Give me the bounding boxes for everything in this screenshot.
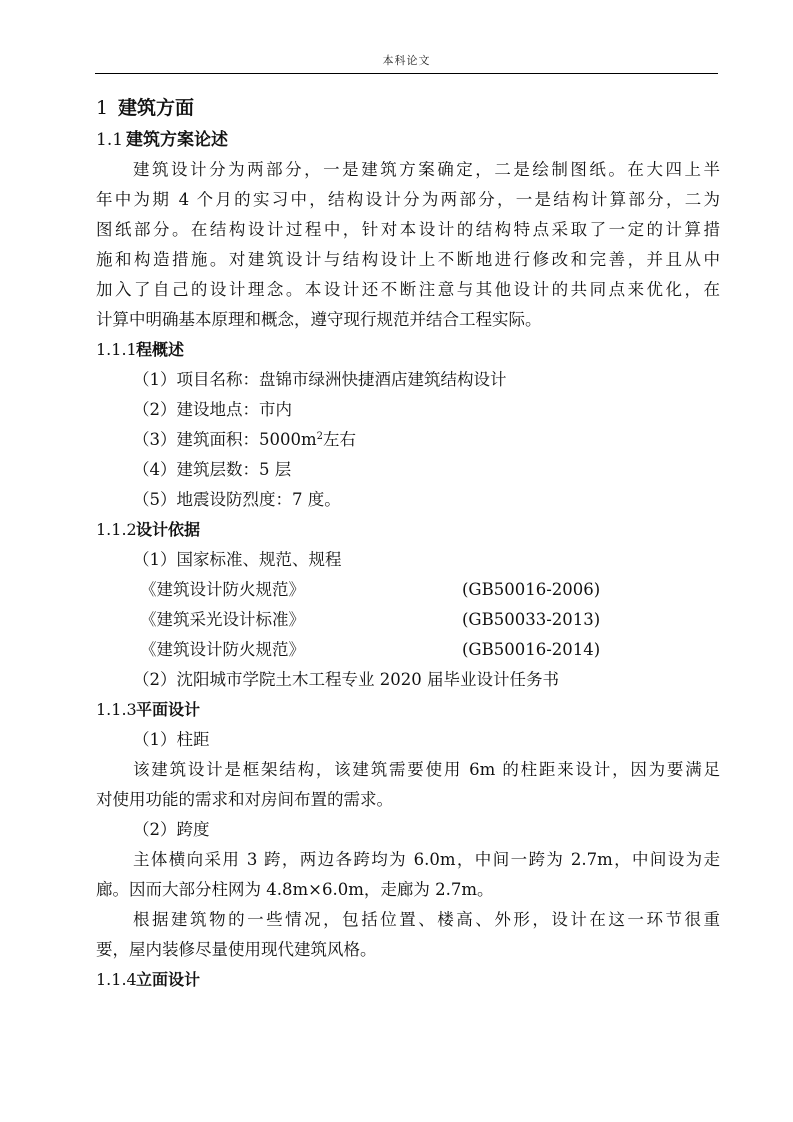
section-heading-1-1-2 [96,515,720,545]
header-rule [95,73,718,74]
standard-row [96,575,720,605]
list-item: （4）建筑层数：5 层 [133,460,292,479]
list-item: （1）柱距 [133,730,210,749]
chapter-title: 建筑方面 [118,97,195,119]
area-prefix: （3）建筑面积：5000m [133,430,317,449]
page-header: 本科论文 [382,54,431,67]
section-title: 建筑方案论述 [126,130,228,150]
section-heading-1-1 [96,125,720,155]
paragraph-line: 该建筑设计是框架结构，该建筑需要使用 6m 的柱距来设计，因为要满足 [133,760,720,779]
section-number: 1.1.2 [96,520,137,539]
chapter-number: 1 [96,97,109,119]
paragraph-line: 加入了自己的设计理念。本设计还不断注意与其他设计的共同点来优化，在 [96,280,720,299]
section-heading-1-1-4 [96,965,720,995]
area-superscript: 2 [316,431,324,442]
section-title: 程概述 [136,340,185,359]
paragraph-line: 廊。因而大部分柱网为 4.8m×6.0m，走廊为 2.7m。 [96,880,494,899]
list-item: （2）建设地点：市内 [133,400,292,419]
paragraph-line: 对使用功能的需求和对房间布置的需求。 [96,790,393,809]
standard-name: 《建筑采光设计标准》 [140,610,305,629]
list-item: （5）地震设防烈度：7 度。 [133,490,341,509]
standard-name: 《建筑设计防火规范》 [140,640,305,659]
section-title: 设计依据 [136,520,201,539]
standard-row [96,605,720,635]
standard-code: (GB50016-2006) [462,580,601,599]
section-title: 立面设计 [136,970,201,989]
standard-code: (GB50033-2013) [462,610,601,629]
list-item: （2）跨度 [133,820,210,839]
paragraph-line: 施和构造措施。对建筑设计与结构设计上不断地进行修改和完善，并且从中 [96,250,720,269]
section-number: 1.1 [96,130,124,150]
chapter-heading [96,92,720,125]
section-number: 1.1.4 [96,970,137,989]
section-title: 平面设计 [136,700,201,719]
paragraph-line: 年中为期 4 个月的实习中，结构设计分为两部分，一是结构计算部分，二为 [96,190,720,209]
section-number: 1.1.1 [96,340,137,359]
standard-name: 《建筑设计防火规范》 [140,580,305,599]
paragraph-line: 计算中明确基本原理和概念，遵守现行规范并结合工程实际。 [96,310,542,329]
paragraph-line: 图纸部分。在结构设计过程中，针对本设计的结构特点采取了一定的计算措 [96,220,720,239]
document-body [96,92,720,995]
paragraph-line: 建筑设计分为两部分，一是建筑方案确定，二是绘制图纸。在大四上半 [133,160,720,179]
paragraph-line: 根据建筑物的一些情况，包括位置、楼高、外形，设计在这一环节很重 [133,910,720,929]
list-item: （1）国家标准、规范、规程 [133,550,342,569]
section-number: 1.1.3 [96,700,137,719]
list-item: （2）沈阳城市学院土木工程专业 2020 届毕业设计任务书 [133,670,559,689]
paragraph-line: 要，屋内装修尽量使用现代建筑风格。 [96,940,377,959]
list-item: （1）项目名称：盘锦市绿洲快捷酒店建筑结构设计 [133,370,507,389]
paragraph-line: 主体横向采用 3 跨，两边各跨均为 6.0m，中间一跨为 2.7m，中间设为走 [133,850,720,869]
area-suffix: 左右 [323,430,357,449]
standard-code: (GB50016-2014) [462,640,601,659]
standard-row [96,635,720,665]
section-heading-1-1-3 [96,695,720,725]
list-item-area [96,425,720,455]
section-heading-1-1-1 [96,335,720,365]
